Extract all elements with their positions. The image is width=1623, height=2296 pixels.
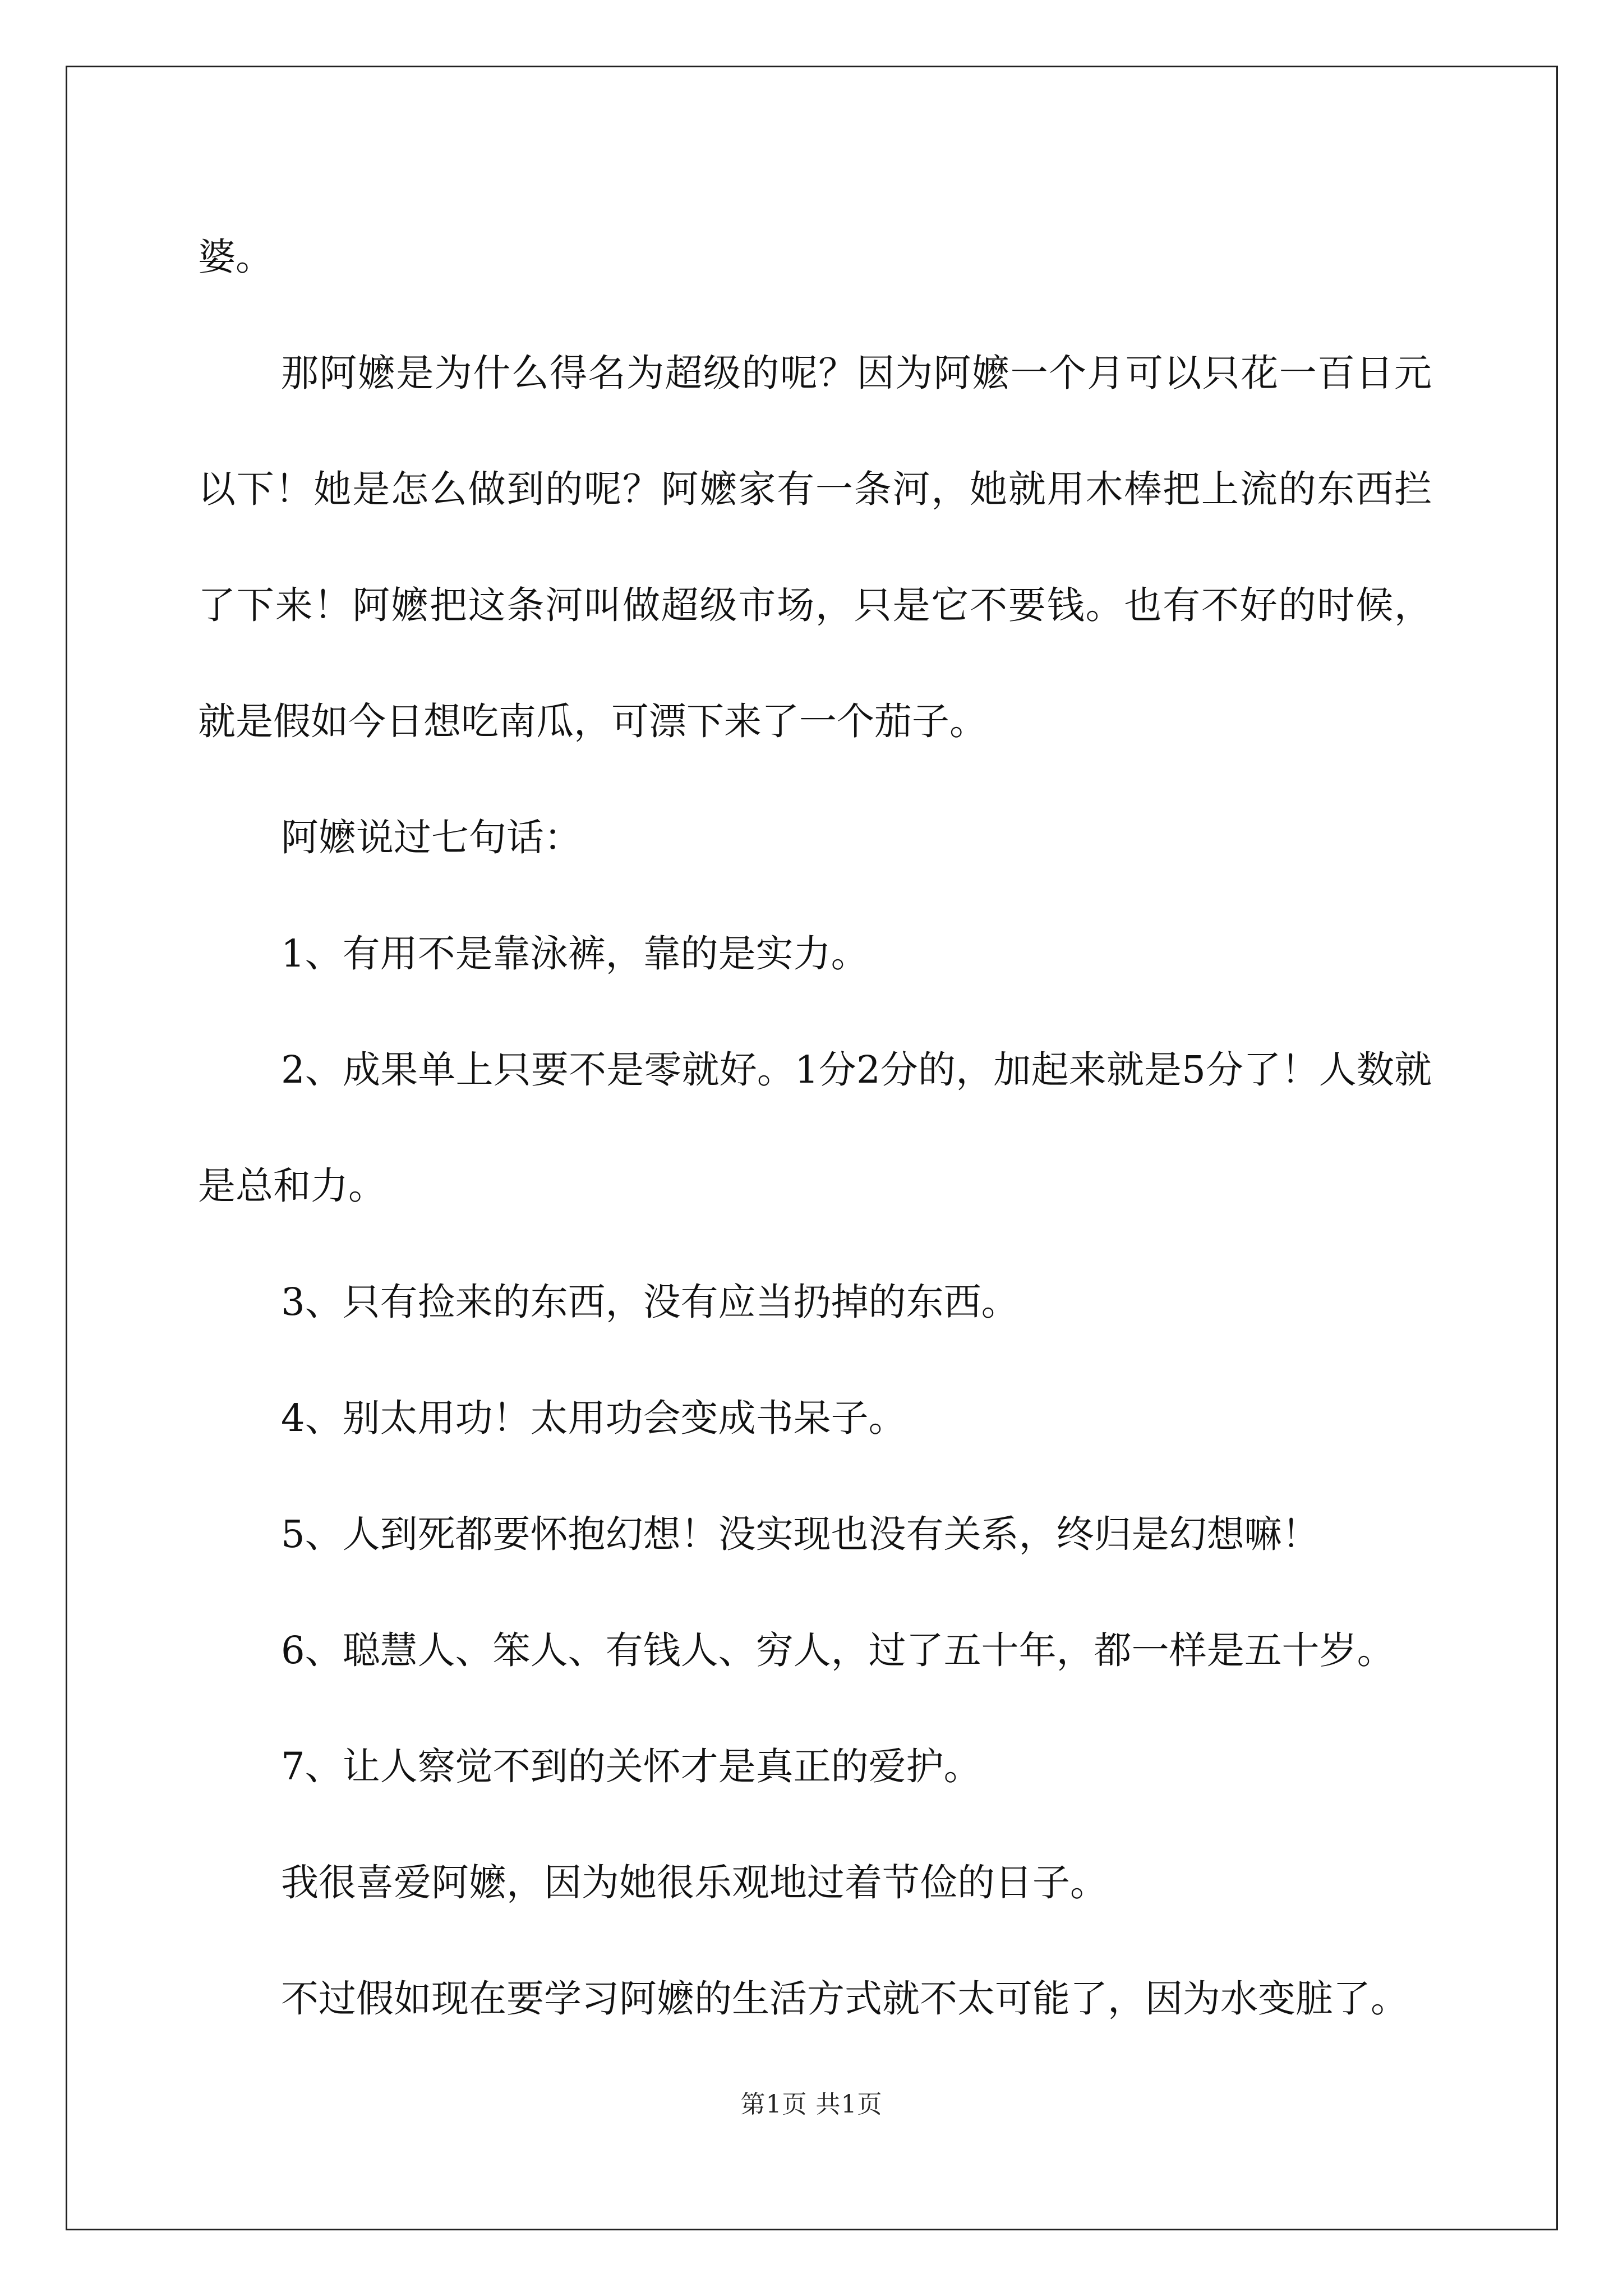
list-item-3: 3、只有捡来的东西，没有应当扔掉的东西。 (281, 1280, 1019, 1324)
list-item-2: 2、成果单上只要不是零就好。1分2分的，加起来就是5分了！人数就是总和力。 (198, 1048, 1432, 1208)
list-item-7: 7、让人察觉不到的关怀才是真正的爱护。 (281, 1745, 981, 1788)
paragraph-1: 婆。 (198, 235, 273, 279)
paragraph-3: 阿嬷说过七句话： (281, 816, 582, 859)
list-item-6: 6、聪慧人、笨人、有钱人、穷人，过了五十年，都一样是五十岁。 (281, 1628, 1395, 1672)
list-item-1: 1、有用不是靠泳裤，靠的是实力。 (281, 932, 869, 976)
document-body (198, 199, 1432, 2057)
paragraph-2: 那阿嬷是为什么得名为超级的呢？因为阿嬷一个月可以只花一百日元以下！她是怎么做到的呢？阿嬷家有一条河，她就用木棒把上流的东西拦了下来！阿嬷把这条河叫做超级市场，只是它不要钱。也有不好的时候，就是假如今日想吃南瓜，可漂下来了一个茄子。 (198, 351, 1432, 743)
page-number-footer: 第1页 共1页 (740, 2090, 883, 2119)
list-item-4: 4、别太用功！太用功会变成书呆子。 (281, 1396, 906, 1440)
paragraph-conclusion-2: 不过假如现在要学习阿嬷的生活方式就不太可能了，因为水变脏了。 (281, 1977, 1408, 2021)
list-item-5: 5、人到死都要怀抱幻想！没实现也没有关系，终归是幻想嘛！ (281, 1512, 1320, 1556)
paragraph-conclusion-1: 我很喜爱阿嬷，因为她很乐观地过着节俭的日子。 (281, 1861, 1108, 1904)
